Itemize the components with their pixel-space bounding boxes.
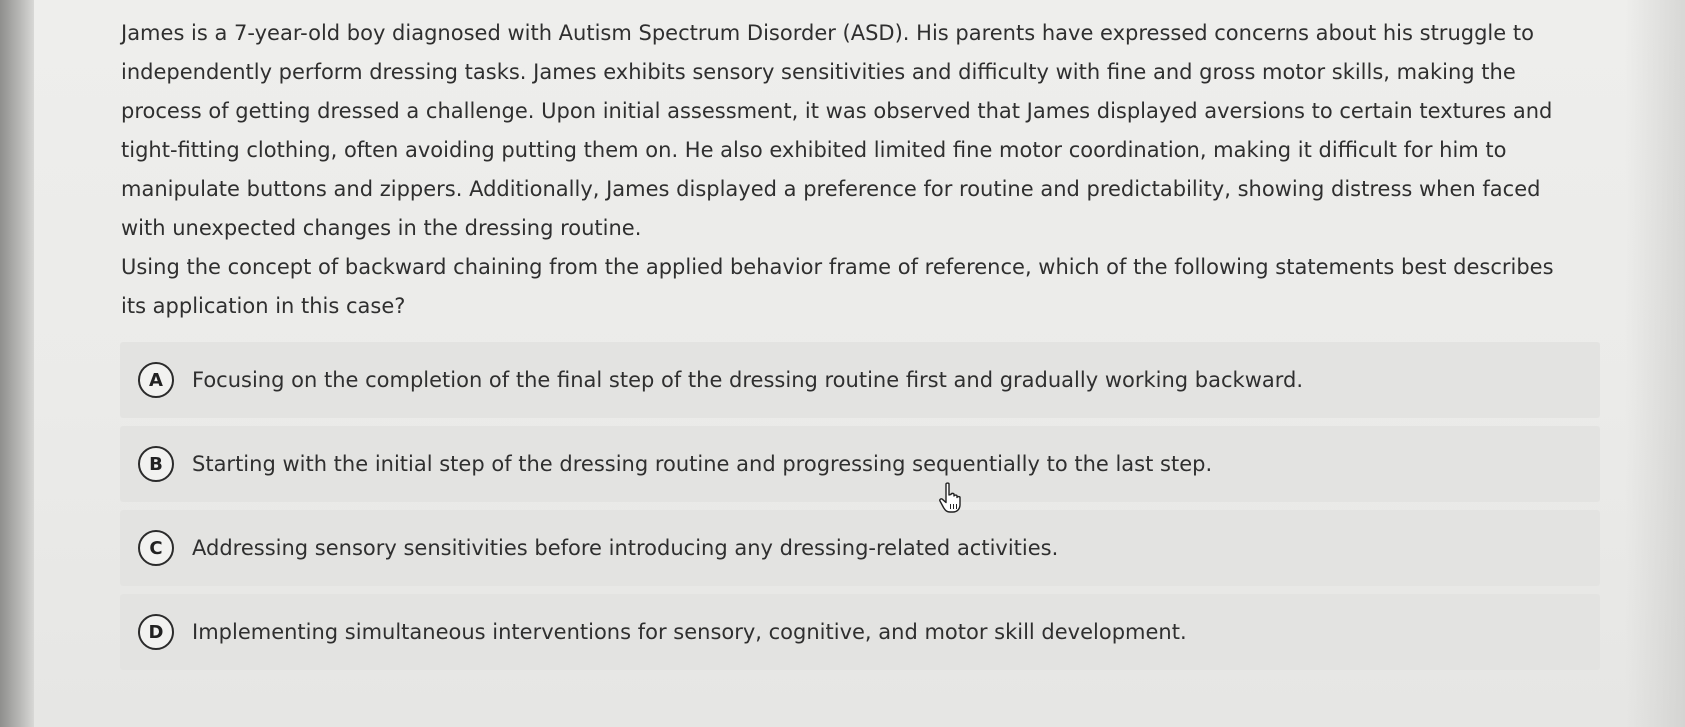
- screen-edge: [1625, 0, 1685, 727]
- option-c-text: Addressing sensory sensitivities before introducing any dressing-related activities.: [192, 536, 1059, 560]
- option-a[interactable]: [120, 342, 1600, 418]
- option-d[interactable]: [120, 594, 1600, 670]
- option-b[interactable]: [120, 426, 1600, 502]
- question-stem: [121, 14, 1581, 326]
- screen-bezel: [0, 0, 34, 727]
- question-paragraph-1: James is a 7-year-old boy diagnosed with Autism Spectrum Disorder (ASD). His parents have expressed concerns about his struggle to independently perform dressing tasks. James exhibits sensory sensitivities and difficulty with fine and gross motor skills, making the process of getting dressed a challenge. Upon initial assessment, it was observed that James displayed aversions to certain textures and tight-fitting clothing, often avoiding putting them on. He also exhibited limited fine motor coordination, making it difficult for him to manipulate buttons and zippers. Additionally, James displayed a preference for routine and predictability, showing distress when faced with unexpected changes in the dressing routine.: [121, 21, 1553, 240]
- option-c[interactable]: [120, 510, 1600, 586]
- hand-pointer-icon: [938, 482, 964, 514]
- option-a-text: Focusing on the completion of the final step of the dressing routine first and gradually working backward.: [192, 368, 1304, 392]
- option-b-letter: B: [138, 446, 174, 482]
- option-c-letter: C: [138, 530, 174, 566]
- option-a-letter: A: [138, 362, 174, 398]
- option-d-letter: D: [138, 614, 174, 650]
- option-d-text: Implementing simultaneous interventions for sensory, cognitive, and motor skill development.: [192, 620, 1187, 644]
- answer-options: [120, 342, 1600, 678]
- question-paragraph-2: Using the concept of backward chaining from the applied behavior frame of reference, which of the following statements best describes its application in this case?: [121, 255, 1554, 318]
- option-b-text: Starting with the initial step of the dressing routine and progressing sequentially to the last step.: [192, 452, 1213, 476]
